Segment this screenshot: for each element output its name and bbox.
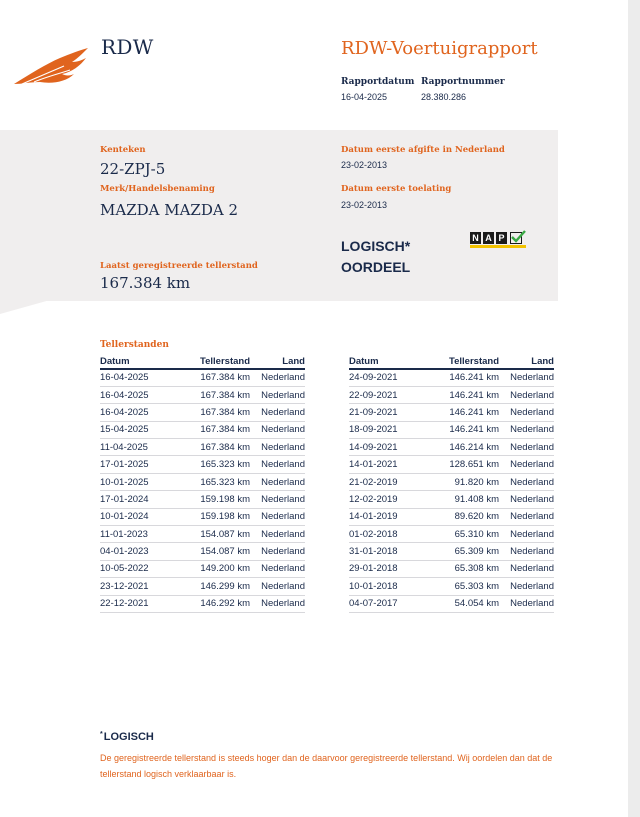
- table-row: [349, 404, 554, 421]
- table-row: [100, 439, 305, 456]
- reading-odometer: 167.384 km: [186, 369, 250, 386]
- readings-table-left: [100, 355, 305, 613]
- table-row: [100, 386, 305, 403]
- reading-odometer: 167.384 km: [186, 404, 250, 421]
- readings-title: Tellerstanden: [100, 340, 169, 350]
- reading-country: Nederland: [499, 543, 554, 560]
- plate-label: Kenteken: [100, 145, 146, 155]
- make-label: Merk/Handelsbenaming: [100, 184, 215, 194]
- reading-date: 16-04-2025: [100, 404, 186, 421]
- reading-odometer: 165.323 km: [186, 473, 250, 490]
- table-row: [349, 491, 554, 508]
- reading-country: Nederland: [250, 595, 305, 612]
- reading-country: Nederland: [250, 578, 305, 595]
- reading-odometer: 54.054 km: [435, 595, 499, 612]
- reading-date: 31-01-2018: [349, 543, 435, 560]
- report-date-label: Rapportdatum: [341, 77, 415, 87]
- reading-date: 29-01-2018: [349, 560, 435, 577]
- reading-odometer: 167.384 km: [186, 421, 250, 438]
- reading-odometer: 146.214 km: [435, 439, 499, 456]
- reading-date: 21-09-2021: [349, 404, 435, 421]
- verdict-line-1: LOGISCH*: [341, 238, 411, 254]
- make-name: MAZDA MAZDA 2: [100, 201, 239, 219]
- first-admission-date: 23-02-2013: [341, 200, 388, 210]
- reading-odometer: 65.310 km: [435, 526, 499, 543]
- reading-date: 21-02-2019: [349, 473, 435, 490]
- reading-odometer: 65.309 km: [435, 543, 499, 560]
- table-row: [349, 543, 554, 560]
- reading-country: Nederland: [499, 526, 554, 543]
- nap-letter: P: [496, 232, 507, 244]
- panel-tail: [0, 300, 50, 314]
- reading-date: 14-01-2021: [349, 456, 435, 473]
- reading-date: 14-09-2021: [349, 439, 435, 456]
- reading-odometer: 146.241 km: [435, 421, 499, 438]
- reading-date: 04-01-2023: [100, 543, 186, 560]
- reading-date: 11-01-2023: [100, 526, 186, 543]
- col-country: Land: [250, 355, 305, 369]
- reading-odometer: 91.820 km: [435, 473, 499, 490]
- nap-letter: A: [483, 232, 494, 244]
- table-row: [349, 578, 554, 595]
- report-number-label: Rapportnummer: [421, 77, 505, 87]
- nap-check-icon: [510, 230, 526, 244]
- reading-country: Nederland: [499, 578, 554, 595]
- reading-odometer: 159.198 km: [186, 508, 250, 525]
- odometer-label: Laatst geregistreerde tellerstand: [100, 261, 258, 271]
- reading-odometer: 154.087 km: [186, 526, 250, 543]
- first-admission-label: Datum eerste toelating: [341, 184, 452, 194]
- reading-country: Nederland: [499, 404, 554, 421]
- reading-odometer: 146.299 km: [186, 578, 250, 595]
- col-date: Datum: [100, 355, 186, 369]
- reading-odometer: 159.198 km: [186, 491, 250, 508]
- reading-date: 15-04-2025: [100, 421, 186, 438]
- reading-odometer: 65.308 km: [435, 560, 499, 577]
- table-row: [349, 439, 554, 456]
- table-row: [349, 560, 554, 577]
- footnote-text: De geregistreerde tellerstand is steeds hoger dan de daarvoor geregistreerde tellerstand. Wij oordelen dan dat de tellerstand logisch verklaarbaar is.: [100, 753, 553, 779]
- table-row: [349, 386, 554, 403]
- reading-odometer: 146.241 km: [435, 404, 499, 421]
- col-odometer: Tellerstand: [435, 355, 499, 369]
- reading-country: Nederland: [250, 473, 305, 490]
- reading-date: 14-01-2019: [349, 508, 435, 525]
- reading-country: Nederland: [499, 473, 554, 490]
- reading-country: Nederland: [499, 439, 554, 456]
- col-odometer: Tellerstand: [186, 355, 250, 369]
- reading-odometer: 149.200 km: [186, 560, 250, 577]
- reading-date: 10-01-2025: [100, 473, 186, 490]
- table-row: [349, 473, 554, 490]
- reading-country: Nederland: [250, 421, 305, 438]
- reading-country: Nederland: [499, 369, 554, 386]
- reading-country: Nederland: [499, 560, 554, 577]
- reading-date: 01-02-2018: [349, 526, 435, 543]
- reading-date: 22-09-2021: [349, 386, 435, 403]
- reading-date: 16-04-2025: [100, 369, 186, 386]
- reading-odometer: 89.620 km: [435, 508, 499, 525]
- table-row: [349, 508, 554, 525]
- reading-country: Nederland: [499, 386, 554, 403]
- reading-odometer: 91.408 km: [435, 491, 499, 508]
- table-row: [100, 578, 305, 595]
- nap-logo: [470, 232, 528, 254]
- reading-country: Nederland: [250, 369, 305, 386]
- reading-date: 04-07-2017: [349, 595, 435, 612]
- first-issue-label: Datum eerste afgifte in Nederland: [341, 145, 505, 155]
- reading-country: Nederland: [250, 543, 305, 560]
- odometer-value: 167.384 km: [100, 274, 191, 292]
- table-row: [349, 456, 554, 473]
- reading-odometer: 146.241 km: [435, 386, 499, 403]
- vehicle-summary-panel: [0, 130, 558, 301]
- reading-date: 10-05-2022: [100, 560, 186, 577]
- reading-odometer: 165.323 km: [186, 456, 250, 473]
- table-row: [100, 526, 305, 543]
- reading-odometer: 154.087 km: [186, 543, 250, 560]
- reading-odometer: 65.303 km: [435, 578, 499, 595]
- report-title: RDW-Voertuigrapport: [341, 38, 538, 59]
- reading-country: Nederland: [499, 491, 554, 508]
- reading-country: Nederland: [499, 508, 554, 525]
- verdict: [341, 236, 410, 278]
- verdict-line-2: OORDEEL: [341, 259, 411, 275]
- report-number: 28.380.286: [421, 92, 467, 102]
- reading-country: Nederland: [250, 456, 305, 473]
- readings-table-right: [349, 355, 554, 613]
- table-row: [100, 473, 305, 490]
- reading-date: 10-01-2018: [349, 578, 435, 595]
- reading-date: 18-09-2021: [349, 421, 435, 438]
- nap-letter: N: [470, 232, 481, 244]
- reading-date: 23-12-2021: [100, 578, 186, 595]
- table-row: [100, 560, 305, 577]
- footnote-title: [100, 731, 154, 743]
- reading-country: Nederland: [250, 386, 305, 403]
- rdw-logo-icon: [12, 44, 90, 88]
- reading-country: Nederland: [250, 508, 305, 525]
- col-country: Land: [499, 355, 554, 369]
- footnote-title-text: LOGISCH: [103, 731, 154, 743]
- table-row: [100, 508, 305, 525]
- reading-date: 17-01-2025: [100, 456, 186, 473]
- footnote-marker: *: [100, 731, 103, 738]
- reading-country: Nederland: [250, 439, 305, 456]
- table-row: [349, 526, 554, 543]
- reading-date: 11-04-2025: [100, 439, 186, 456]
- table-row: [349, 421, 554, 438]
- reading-odometer: 146.241 km: [435, 369, 499, 386]
- table-row: [100, 456, 305, 473]
- reading-country: Nederland: [499, 421, 554, 438]
- reading-date: 12-02-2019: [349, 491, 435, 508]
- reading-country: Nederland: [499, 456, 554, 473]
- table-row: [100, 421, 305, 438]
- table-row: [349, 595, 554, 612]
- reading-date: 17-01-2024: [100, 491, 186, 508]
- reading-odometer: 146.292 km: [186, 595, 250, 612]
- table-row: [100, 491, 305, 508]
- reading-date: 24-09-2021: [349, 369, 435, 386]
- col-date: Datum: [349, 355, 435, 369]
- reading-odometer: 167.384 km: [186, 386, 250, 403]
- reading-country: Nederland: [499, 595, 554, 612]
- table-row: [100, 369, 305, 386]
- table-row: [100, 543, 305, 560]
- plate-number: 22-ZPJ-5: [100, 160, 166, 178]
- scrollbar[interactable]: [628, 0, 640, 817]
- reading-odometer: 128.651 km: [435, 456, 499, 473]
- table-row: [100, 404, 305, 421]
- reading-date: 16-04-2025: [100, 386, 186, 403]
- reading-country: Nederland: [250, 526, 305, 543]
- reading-country: Nederland: [250, 560, 305, 577]
- nap-bar: [470, 245, 526, 248]
- report-date: 16-04-2025: [341, 92, 388, 102]
- table-row: [349, 369, 554, 386]
- first-issue-date: 23-02-2013: [341, 160, 388, 170]
- reading-date: 10-01-2024: [100, 508, 186, 525]
- table-row: [100, 595, 305, 612]
- reading-country: Nederland: [250, 491, 305, 508]
- brand-name: RDW: [101, 35, 154, 59]
- reading-odometer: 167.384 km: [186, 439, 250, 456]
- reading-date: 22-12-2021: [100, 595, 186, 612]
- reading-country: Nederland: [250, 404, 305, 421]
